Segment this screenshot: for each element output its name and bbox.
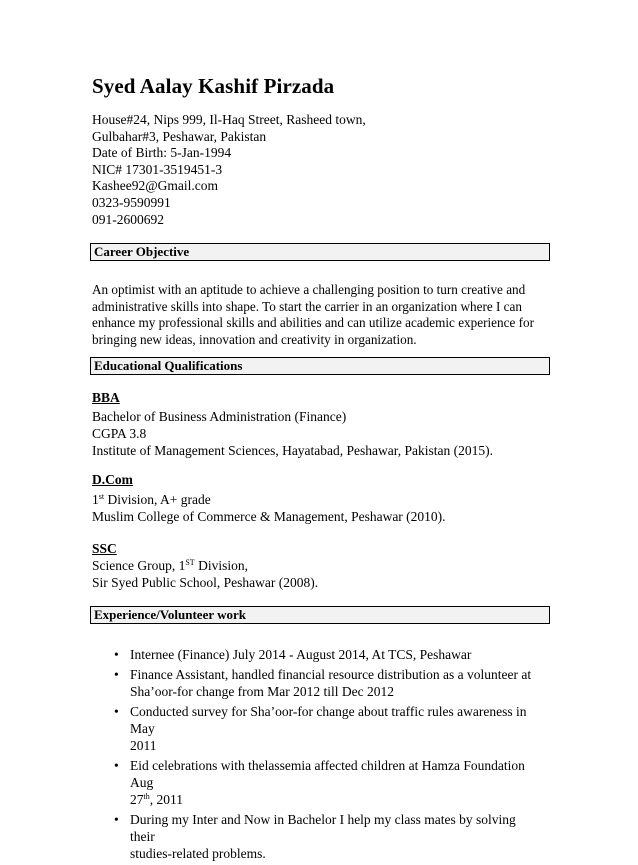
ordinal-suffix: th (143, 792, 150, 801)
bullet-icon: • (114, 704, 119, 719)
career-objective-text (92, 282, 532, 348)
edu-line (92, 491, 446, 508)
division-text: Division, A+ grade (104, 492, 211, 507)
item-text: Conducted survey for Sha’oor-for change about traffic rules awareness in May (130, 704, 527, 736)
email-address: Kashee92@Gmail.com (92, 178, 219, 194)
item-text: Eid celebrations with thelassemia affected children at Hamza Foundation Aug (130, 758, 525, 790)
division-text: Division, (194, 558, 248, 573)
bullet-icon: • (114, 667, 119, 682)
career-line: enhance my professional skills and abilities and can utilize academic experience for (92, 315, 534, 331)
edu-bba-details (92, 408, 493, 459)
division-number: 1 (92, 492, 99, 507)
address-line-1: House#24, Nips 999, Il-Haq Street, Rasheed town, (92, 112, 366, 127)
item-text: Sha’oor-for change from Mar 2012 till Dec 2012 (130, 684, 395, 699)
edu-line: Sir Syed Public School, Peshawar (2008). (92, 575, 319, 590)
applicant-name: Syed Aalay Kashif Pirzada (92, 74, 335, 98)
edu-line: Muslim College of Commerce & Management, Peshawar (2010). (92, 509, 446, 524)
list-item (92, 703, 542, 754)
contact-block (92, 112, 366, 228)
list-item (92, 811, 542, 862)
list-item (92, 666, 542, 700)
edu-line: Bachelor of Business Administration (Finance) (92, 409, 347, 424)
experience-list (92, 646, 542, 865)
edu-ssc-title: SSC (92, 541, 117, 556)
phone-mobile: 0323-9590991 (92, 194, 171, 210)
edu-dcom-details (92, 491, 446, 525)
edu-dcom-title: D.Com (92, 472, 133, 487)
ordinal-suffix: st (98, 492, 105, 501)
item-text: Internee (Finance) July 2014 - August 2014, At TCS, Peshawar (130, 647, 472, 662)
bullet-icon: • (114, 812, 119, 827)
career-line: bringing new ideas, innovation and creativity in organization. (92, 331, 417, 347)
item-text: studies-related problems. (130, 846, 266, 861)
section-educational-qualifications (90, 357, 550, 375)
edu-bba-title: BBA (92, 390, 120, 405)
edu-line: Institute of Management Sciences, Hayatabad, Peshawar, Pakistan (2015). (92, 443, 493, 458)
phone-landline: 091-2600692 (92, 211, 164, 227)
section-title: Career Objective (94, 244, 190, 259)
career-line: An optimist with an aptitude to achieve a challenging position to turn creative and (92, 282, 526, 297)
item-text: During my Inter and Now in Bachelor I help my class mates by solving their (130, 812, 516, 844)
bullet-icon: • (114, 758, 119, 773)
address-line-2: Gulbahar#3, Peshawar, Pakistan (92, 128, 267, 144)
list-item (92, 646, 542, 663)
career-line: administrative skills into shape. To start the carrier in an organization where I can (92, 298, 522, 314)
ordinal-suffix: ST (185, 558, 195, 567)
group-text: Science Group, 1 (92, 558, 186, 573)
item-text: 2011 (130, 738, 157, 753)
section-title: Educational Qualifications (94, 358, 243, 373)
edu-line (92, 557, 318, 574)
bullet-icon: • (114, 647, 119, 662)
edu-line: CGPA 3.8 (92, 426, 147, 441)
nic-number: NIC# 17301-3519451-3 (92, 161, 223, 177)
list-item (92, 757, 542, 808)
section-career-objective (90, 243, 550, 261)
section-experience (90, 606, 550, 624)
date-year: , 2011 (149, 792, 183, 807)
item-text: Finance Assistant, handled financial resource distribution as a volunteer at (130, 667, 532, 682)
item-text (130, 791, 542, 808)
date-of-birth: Date of Birth: 5-Jan-1994 (92, 145, 232, 161)
edu-ssc-details (92, 557, 318, 591)
section-title: Experience/Volunteer work (94, 607, 247, 622)
date-number: 27 (130, 792, 144, 807)
